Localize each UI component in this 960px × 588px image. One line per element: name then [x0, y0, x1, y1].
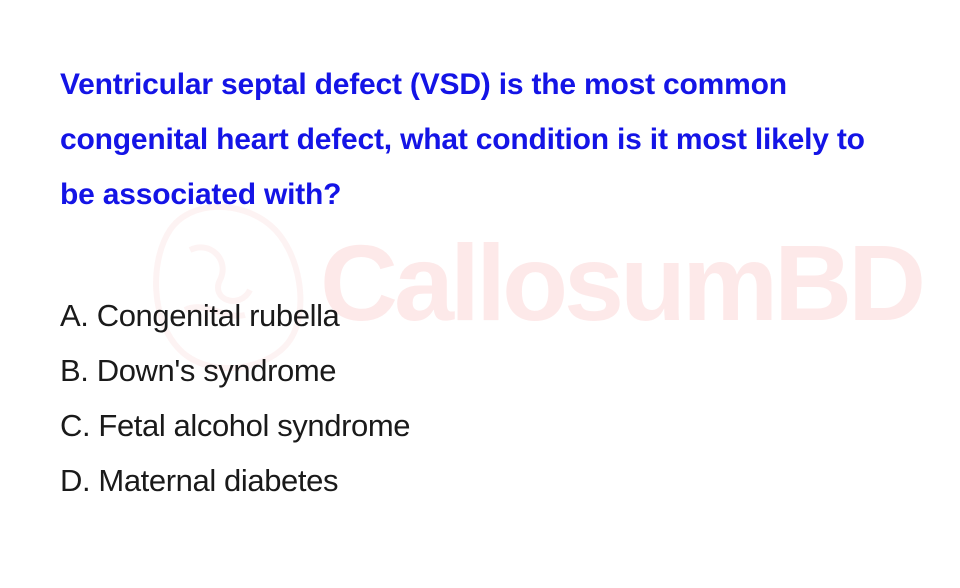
option-b[interactable]: B. Down's syndrome: [60, 353, 337, 388]
answer-options: [60, 288, 410, 508]
question-text: Ventricular septal defect (VSD) is the most common congenital heart defect, what condition is it most likely to be associated with?: [60, 68, 865, 211]
option-d[interactable]: D. Maternal diabetes: [60, 463, 339, 498]
option-a[interactable]: A. Congenital rubella: [60, 298, 340, 333]
watermark-text: CallosumBD: [320, 222, 923, 343]
option-c[interactable]: C. Fetal alcohol syndrome: [60, 408, 411, 443]
